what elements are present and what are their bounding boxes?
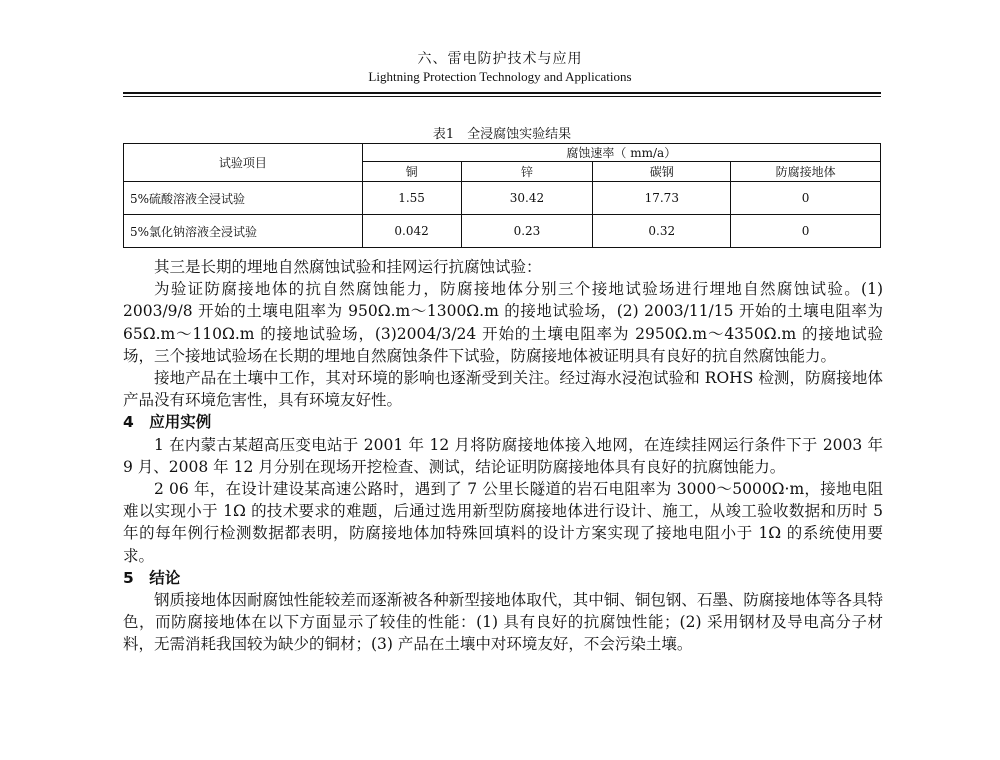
paragraph: 接地产品在土壤中工作，其对环境的影响也逐渐受到关注。经过海水浸泡试验和 ROHS 检测，防腐接地体产品没有环境危害性，具有环境友好性。 <box>123 369 883 410</box>
paragraph: 为验证防腐接地体的抗自然腐蚀能力，防腐接地体分别三个接地试验场进行埋地自然腐蚀试验。(1) 2003/9/8 开始的土壤电阻率为 950Ω.m～1300Ω.m 的接地试验场，(2) 2003/11/15 开始的土壤电阻率为 65Ω.m～110Ω.m 的接地试验场，(3)2004/3/24 开始的土壤电阻率为 2950Ω.m～4350Ω.m 的接地试验场，三个接地试验场在长期的埋地自然腐蚀条件下试验，防腐接地体被证明具有良好的抗自然腐蚀能力。 <box>123 280 883 365</box>
table-header-row <box>124 144 881 162</box>
cell-value: 30.42 <box>461 182 593 215</box>
header-test-item: 试验项目 <box>124 144 363 182</box>
header-title-zh: 六、雷电防护技术与应用 <box>417 51 583 67</box>
header-copper: 铜 <box>362 162 461 182</box>
cell-value: 1.55 <box>362 182 461 215</box>
table-row <box>124 215 881 248</box>
header-rule-thin <box>123 96 881 97</box>
cell-value: 0 <box>731 215 881 248</box>
header-zinc: 锌 <box>461 162 593 182</box>
paragraph: 其三是长期的埋地自然腐蚀试验和挂网运行抗腐蚀试验： <box>154 258 542 276</box>
header-corrosion-rate: 腐蚀速率（ mm/a） <box>362 144 880 162</box>
row-test-item: 5%氯化钠溶液全浸试验 <box>124 215 363 248</box>
cell-value: 17.73 <box>593 182 731 215</box>
paragraph: 2 06 年，在设计建设某高速公路时，遇到了 7 公里长隧道的岩石电阻率为 3000～5000Ω·m，接地电阻难以实现小于 1Ω 的技术要求的难题，后通过选用新型防腐接地体进行设计、施工，从竣工验收数据和历时 5 年的每年例行检测数据都表明，防腐接地体加特殊回填料的设计方案实现了接地电阻小于 1Ω 的系统使用要求。 <box>123 480 883 565</box>
header-rule-thick <box>123 92 881 94</box>
paragraph: 1 在内蒙古某超高压变电站于 2001 年 12 月将防腐接地体接入地网，在连续挂网运行条件下于 2003 年 9 月、2008 年 12 月分别在现场开挖检查、测试，结论证明防腐接地体具有良好的抗腐蚀能力。 <box>123 435 883 476</box>
cell-value: 0.042 <box>362 215 461 248</box>
header-title-en: Lightning Protection Technology and Applications <box>368 69 632 84</box>
cell-value: 0 <box>731 182 881 215</box>
running-header <box>0 50 1000 85</box>
cell-value: 0.23 <box>461 215 593 248</box>
article-body <box>123 256 883 656</box>
row-test-item: 5%硫酸溶液全浸试验 <box>124 182 363 215</box>
header-carbon-steel: 碳钢 <box>593 162 731 182</box>
paragraph: 钢质接地体因耐腐蚀性能较差而逐渐被各种新型接地体取代，其中铜、铜包钢、石墨、防腐接地体等各具特色，而防腐接地体在以下方面显示了较佳的性能：(1) 具有良好的抗腐蚀性能；(2) 采用钢材及导电高分子材料，无需消耗我国较为缺少的铜材；(3) 产品在土壤中对环境友好，不会污染土壤。 <box>123 591 883 654</box>
section-heading: 5 结论 <box>123 568 181 587</box>
table-caption: 表1 全浸腐蚀实验结果 <box>432 127 572 142</box>
header-anticorrosion-grounding: 防腐接地体 <box>731 162 881 182</box>
section-heading: 4 应用实例 <box>123 413 212 432</box>
table-row <box>124 182 881 215</box>
corrosion-results-table <box>123 143 881 248</box>
cell-value: 0.32 <box>593 215 731 248</box>
